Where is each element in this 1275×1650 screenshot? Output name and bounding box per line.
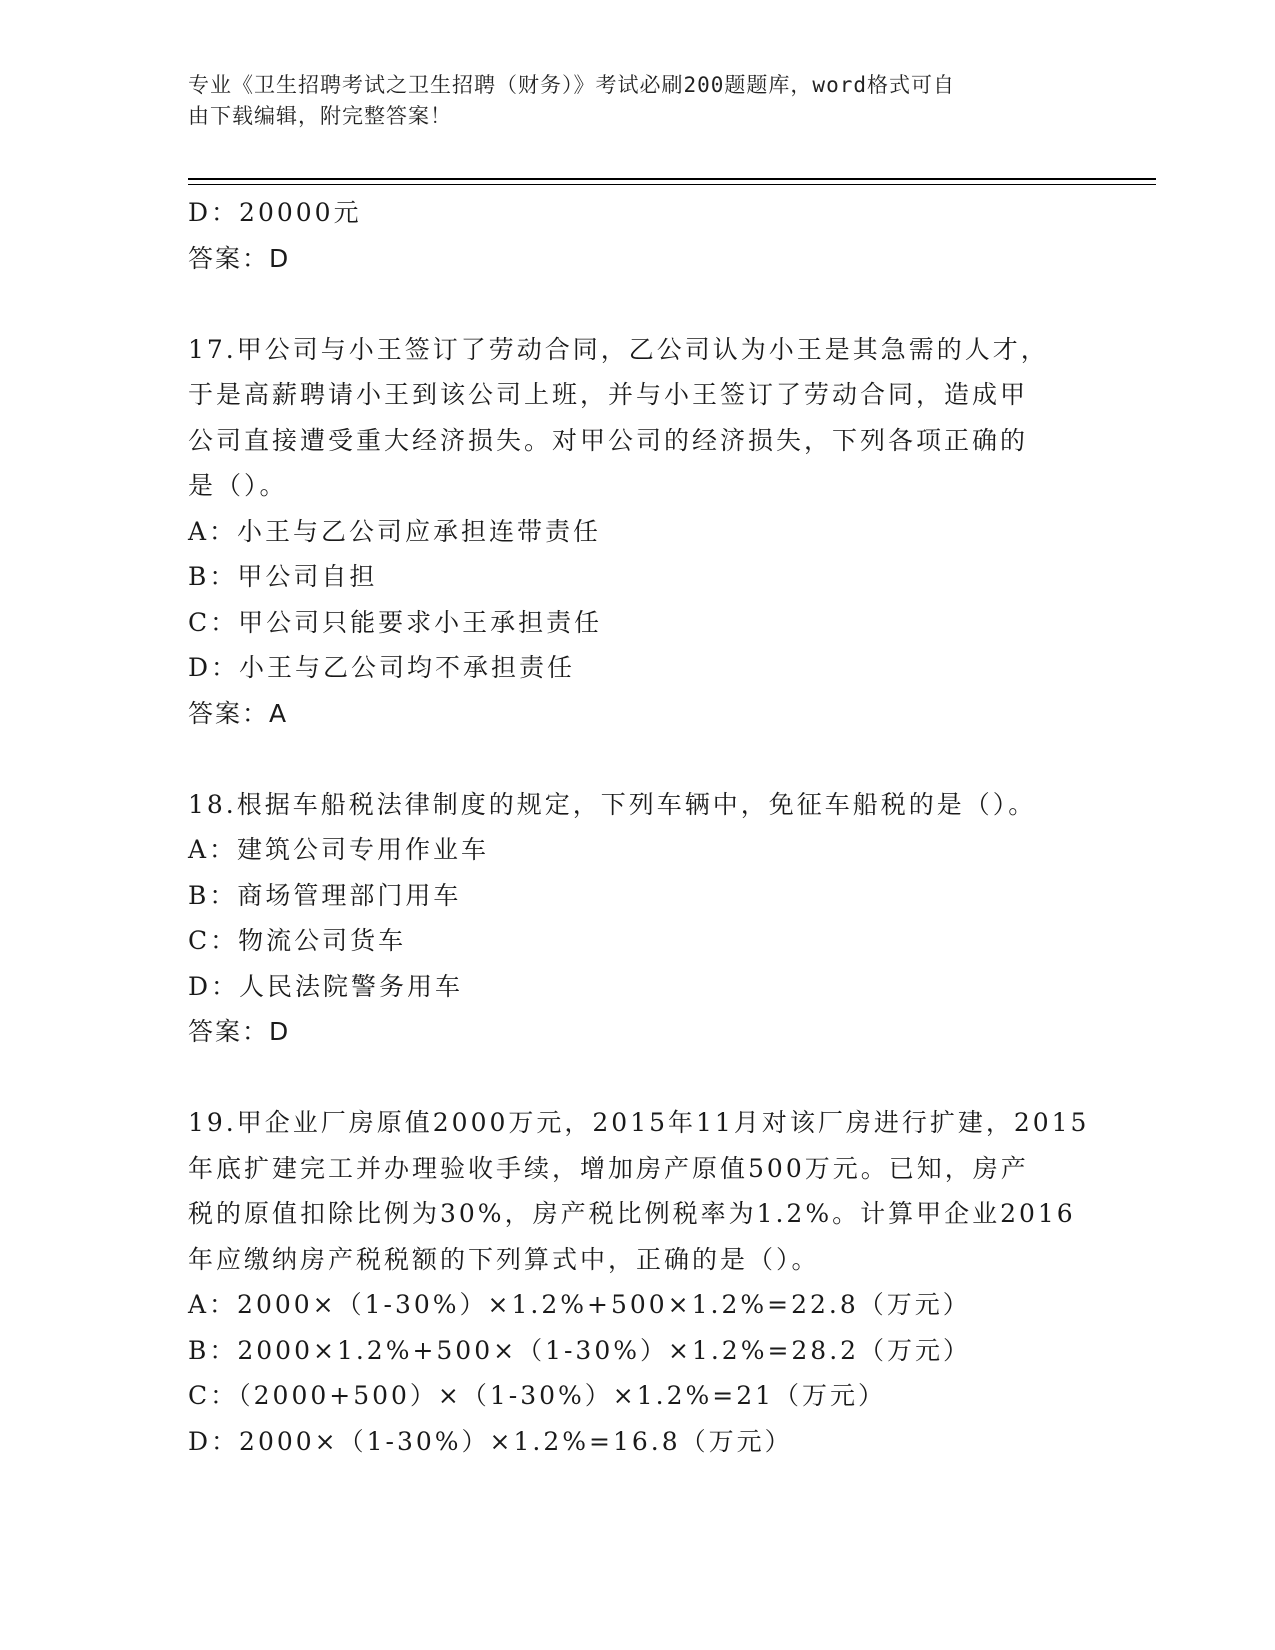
option-c: C：甲公司只能要求小王承担责任 xyxy=(188,607,603,637)
option-b: B：甲公司自担 xyxy=(188,562,378,591)
prev-option-d: D：20000元 xyxy=(188,198,362,227)
option-a: A：小王与乙公司应承担连带责任 xyxy=(188,516,602,546)
option-c: C：物流公司货车 xyxy=(188,926,407,955)
question-stem-line: 于是高薪聘请小王到该公司上班，并与小王签订了劳动合同，造成甲 xyxy=(188,380,1029,409)
answer-line: 答案：D xyxy=(188,1017,291,1046)
option-a: A：2000×（1-30%）×1.2%+500×1.2%=22.8（万元） xyxy=(188,1290,971,1319)
header-line-2: 由下载编辑，附完整答案！ xyxy=(188,104,452,128)
question-19 xyxy=(188,1100,1088,1464)
question-stem-line: 17.甲公司与小王签订了劳动合同，乙公司认为小王是其急需的人才， xyxy=(188,334,1049,364)
question-content xyxy=(188,190,1088,1464)
question-stem-line: 是（）。 xyxy=(188,471,288,500)
prev-answer: 答案：D xyxy=(188,243,291,273)
question-stem-line: 税的原值扣除比例为30%，房产税比例税率为1.2%。计算甲企业2016 xyxy=(188,1199,1076,1228)
spacer xyxy=(188,1055,1088,1101)
header-line-1: 专业《卫生招聘考试之卫生招聘（财务）》考试必刷200题题库，word格式可自 xyxy=(188,73,955,97)
question-stem-line: 年应缴纳房产税税额的下列算式中，正确的是（）。 xyxy=(188,1244,820,1274)
question-18 xyxy=(188,782,1088,1055)
document-header xyxy=(188,70,1068,132)
question-stem-line: 公司直接遭受重大经济损失。对甲公司的经济损失，下列各项正确的 xyxy=(188,425,1029,455)
answer-line: 答案：A xyxy=(188,698,289,728)
option-c: C：（2000+500）×（1-30%）×1.2%=21（万元） xyxy=(188,1381,887,1410)
option-b: B：2000×1.2%+500×（1-30%）×1.2%=28.2（万元） xyxy=(188,1335,972,1365)
question-stem-line: 18.根据车船税法律制度的规定，下列车辆中，免征车船税的是（）。 xyxy=(188,789,1037,819)
header-rule-thick xyxy=(188,178,1156,180)
option-a: A：建筑公司专用作业车 xyxy=(188,835,490,864)
option-b: B：商场管理部门用车 xyxy=(188,880,462,910)
question-stem-line: 年底扩建完工并办理验收手续，增加房产原值500万元。已知，房产 xyxy=(188,1153,1029,1183)
option-d: D：2000×（1-30%）×1.2%=16.8（万元） xyxy=(188,1426,793,1456)
question-stem-line: 19.甲企业厂房原值2000万元，2015年11月对该厂房进行扩建，2015 xyxy=(188,1108,1090,1137)
option-d: D：小王与乙公司均不承担责任 xyxy=(188,653,576,682)
spacer xyxy=(188,736,1088,782)
question-17 xyxy=(188,327,1088,737)
option-d: D：人民法院警务用车 xyxy=(188,971,464,1001)
header-rule-thin xyxy=(188,184,1156,185)
spacer xyxy=(188,281,1088,327)
